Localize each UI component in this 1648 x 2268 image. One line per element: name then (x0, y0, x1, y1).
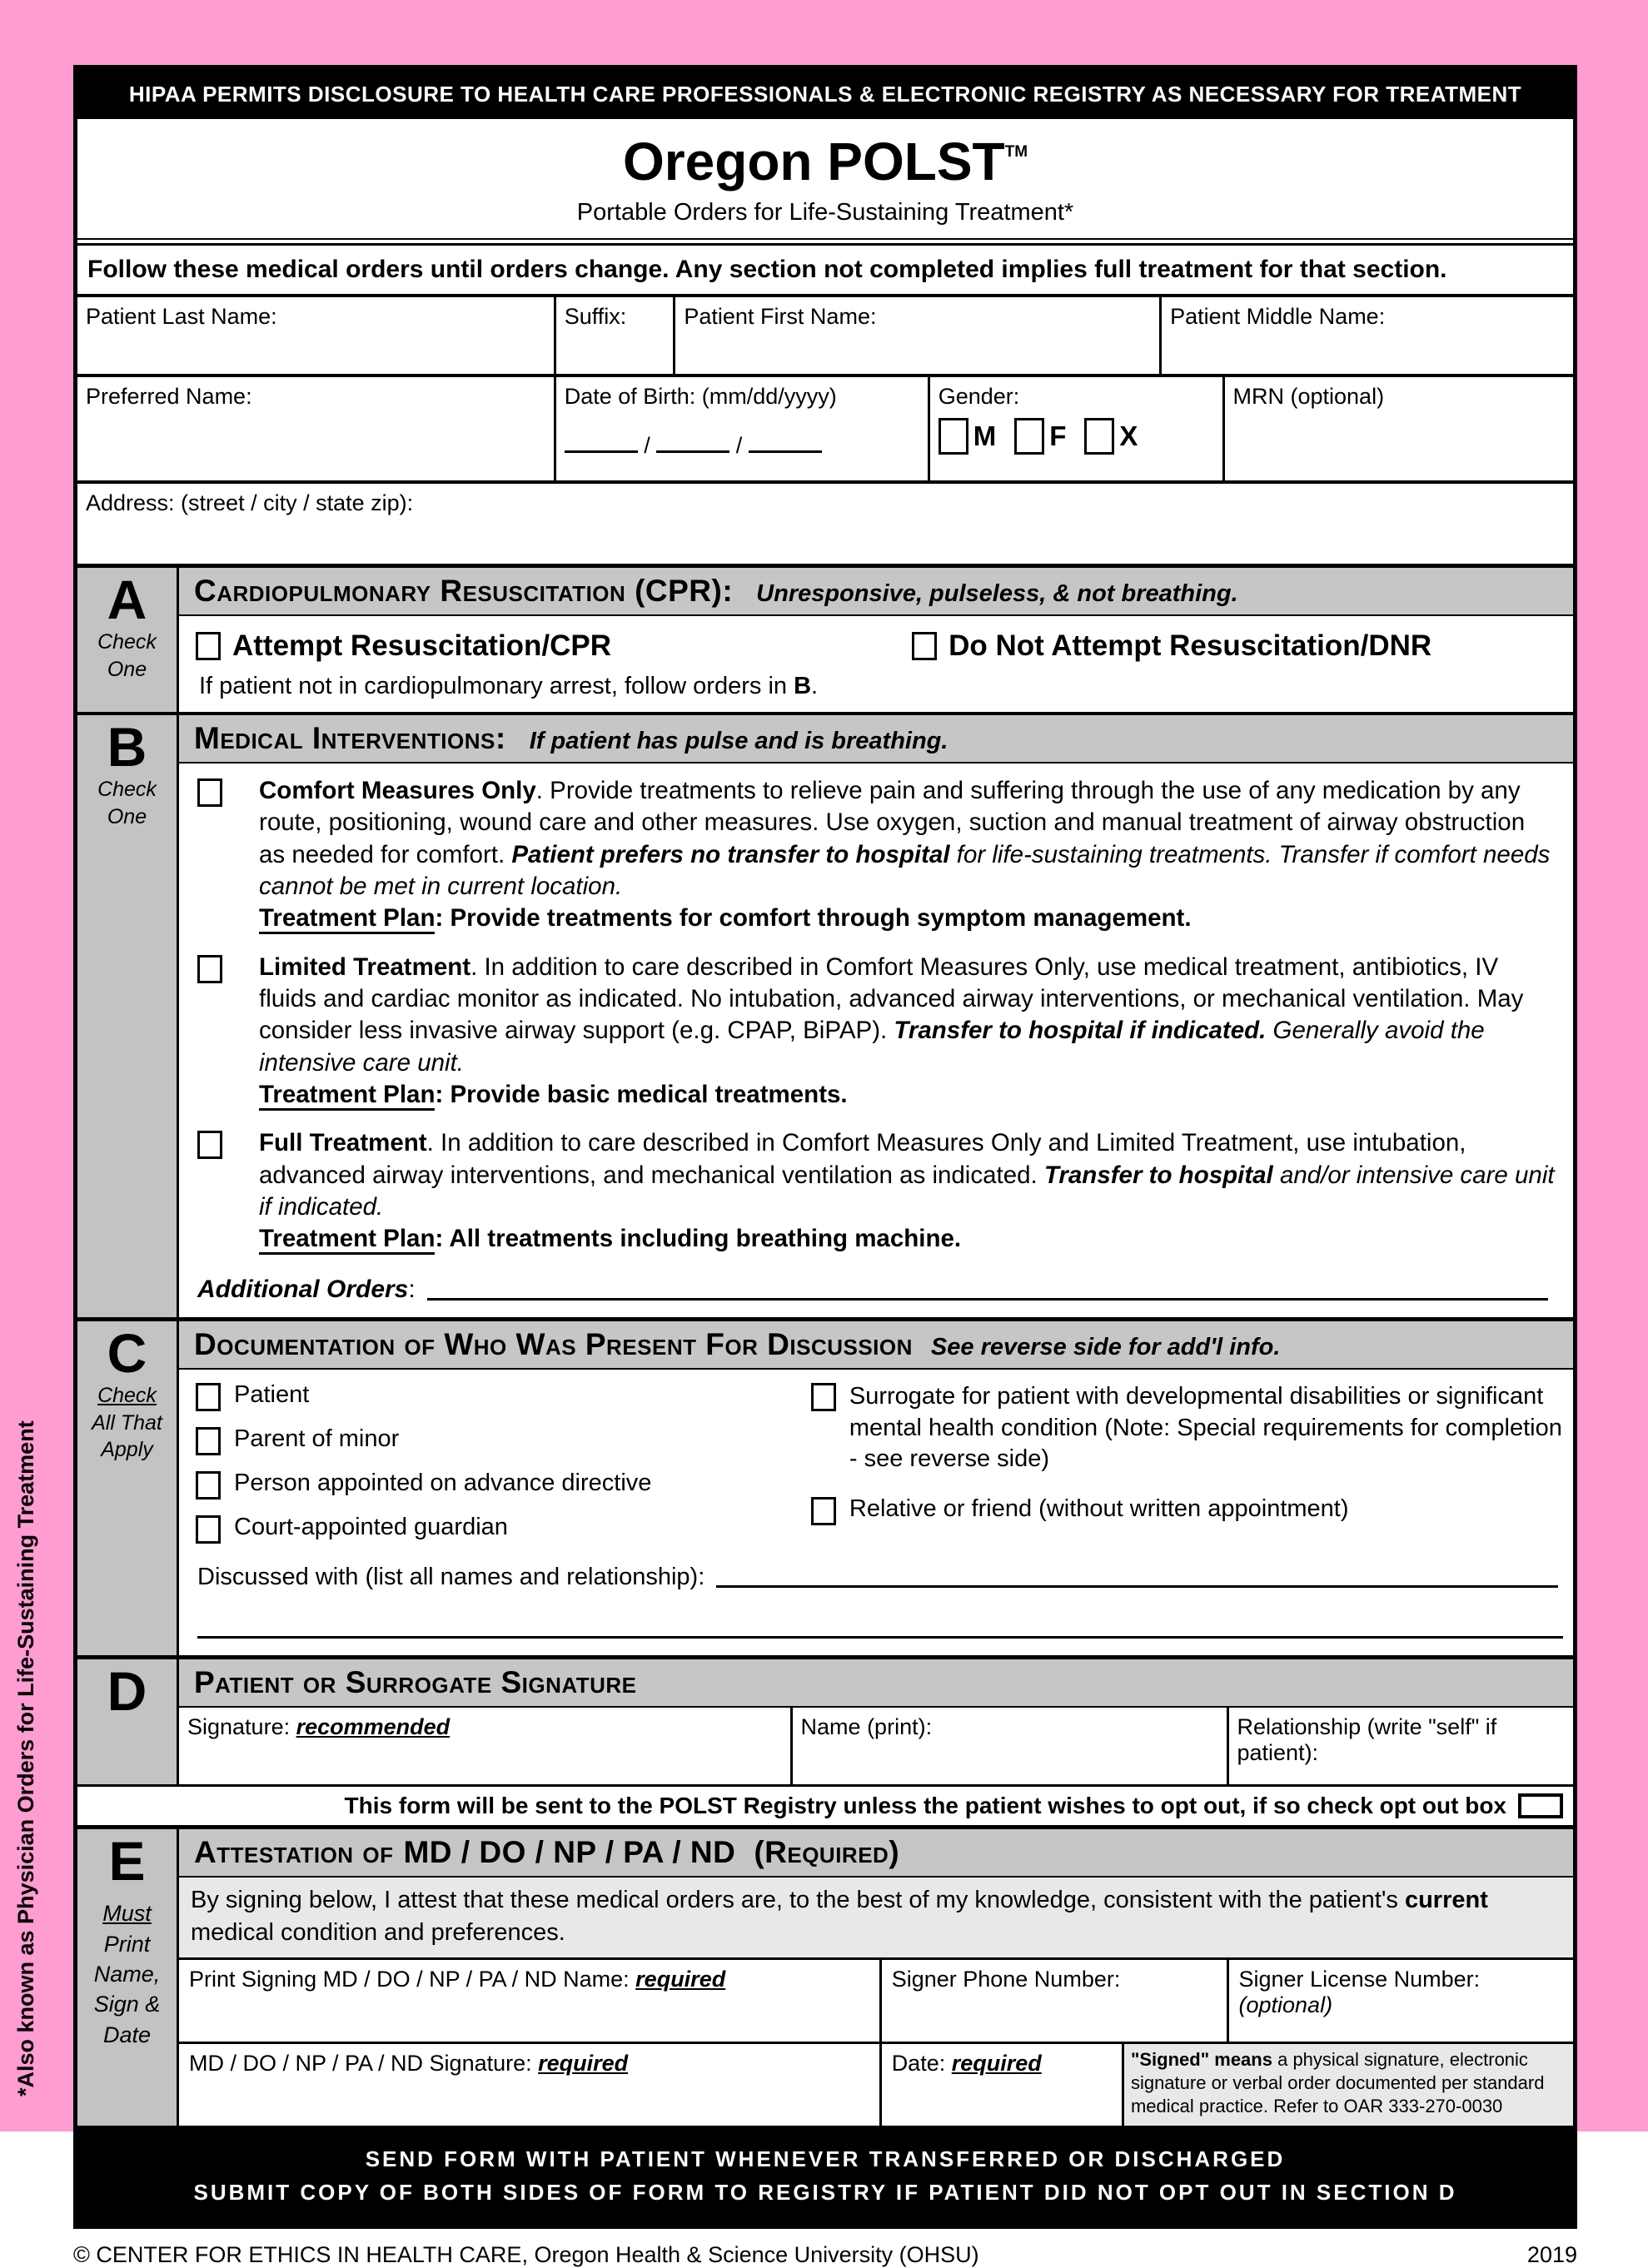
form-title: Oregon POLST (622, 132, 1005, 191)
signature-row (179, 1708, 1573, 1784)
required-flag: required (951, 2051, 1042, 2077)
required-flag: required (635, 1967, 726, 1992)
gender-f-checkbox[interactable] (1014, 418, 1044, 455)
dnr-label: Do Not Attempt Resuscitation/DNR (948, 629, 1432, 662)
treatment-plan-line (259, 1079, 1556, 1111)
section-c-checkboxes (179, 1370, 1573, 1558)
attestation-text: medical condition and preferences. (191, 1918, 565, 1946)
section-a-subtitle: Unresponsive, pulseless, & not breathing. (756, 580, 1238, 607)
patient-row-1 (77, 294, 1573, 374)
section-a-letter: A (107, 569, 147, 630)
must-line: Print (103, 1931, 151, 1957)
registry-optout-checkbox[interactable] (1518, 1793, 1563, 1818)
section-c-subtitle: See reverse side for add'l info. (930, 1333, 1281, 1360)
treatment-plan-label: Treatment Plan (259, 1225, 435, 1255)
section-b-title: Medical Interventions: (194, 721, 506, 755)
additional-orders-row (197, 1272, 1556, 1317)
check-note-line: Check (97, 1384, 157, 1408)
treatment-plan-label: Treatment Plan (259, 904, 435, 934)
section-e-content (179, 1829, 1573, 2126)
address-field[interactable]: Address: (street / city / state zip): (86, 490, 414, 515)
attestation-bold: current (1404, 1886, 1488, 1913)
check-note-line: One (107, 657, 147, 681)
option-title: Full Treatment (259, 1129, 427, 1157)
parent-of-minor-checkbox[interactable] (196, 1427, 221, 1455)
section-b-subtitle: If patient has pulse and is breathing. (529, 728, 948, 754)
option-emphasis: Patient prefers no transfer to hospital (511, 840, 950, 868)
option-label: Patient (234, 1380, 310, 1408)
attestation-text: By signing below, I attest that these medical orders are, to the best of my knowledge, consistent with the patient's (191, 1886, 1405, 1913)
full-treatment-checkbox[interactable] (197, 1131, 222, 1159)
signer-info-row (179, 1960, 1573, 2044)
signed-definition-bold: "Signed" means (1130, 2049, 1272, 2071)
hipaa-banner: HIPAA PERMITS DISCLOSURE TO HEALTH CARE PROFESSIONALS & ELECTRONIC REGISTRY AS NECESSARY FOR TREATMENT (77, 69, 1573, 119)
must-line: Sign & (93, 1992, 161, 2017)
attestation-of-label: Attestation of (194, 1834, 394, 1869)
option-label: Surrogate for patient with developmental disabilities or significant mental health condition (Note: Special requirements for completion - see reverse side) (849, 1382, 1562, 1473)
check-note-line: Check (97, 778, 157, 802)
advance-directive-person-option[interactable] (196, 1470, 811, 1500)
treatment-plan-line (259, 903, 1556, 934)
signer-signature-label: MD / DO / NP / PA / ND Signature: (189, 2051, 539, 2077)
limited-treatment-option (197, 952, 1556, 1112)
follow-orders-note: Follow these medical orders until orders change. Any section not completed implies full treatment for that section. (77, 243, 1573, 294)
option-title: Limited Treatment (259, 952, 471, 981)
comfort-measures-option (197, 775, 1556, 935)
patient-middle-name-field[interactable]: Patient Middle Name: (1170, 304, 1386, 329)
advance-directive-person-checkbox[interactable] (196, 1471, 221, 1500)
section-a-options (179, 616, 1573, 664)
signed-definition-text: a physical signature, electronic signature or verbal order documented per standard medical practice. Refer to OAR 333-270-0030 (1130, 2049, 1545, 2117)
option-italic: and/or intensive care unit if indicated. (259, 1161, 1555, 1221)
form-subtitle: Portable Orders for Life-Sustaining Treatment* (576, 199, 1074, 226)
signer-license-field[interactable] (1229, 1960, 1573, 2042)
section-b (77, 712, 1573, 1317)
option-emphasis: Transfer to hospital if indicated. (894, 1017, 1267, 1045)
signature-label: Signature: (187, 1713, 296, 1739)
section-e-letter: E (108, 1829, 146, 1892)
parent-of-minor-option[interactable] (196, 1425, 811, 1455)
registry-optout-row (77, 1784, 1573, 1825)
section-b-content (179, 715, 1573, 1317)
mrn-field[interactable]: MRN (optional) (1232, 384, 1385, 409)
section-e (77, 1825, 1573, 2126)
discussed-with-extra-line[interactable] (197, 1636, 1563, 1639)
registry-optout-text: This form will be sent to the POLST Registry unless the patient wishes to opt out, if so check opt out box (344, 1792, 1506, 1818)
comfort-measures-checkbox[interactable] (197, 778, 222, 807)
check-note-line: Apply (101, 1438, 153, 1462)
full-treatment-option (197, 1127, 1556, 1255)
treatment-plan-label: Treatment Plan (259, 1081, 435, 1111)
license-optional-flag: (optional) (1238, 1992, 1333, 2018)
signer-phone-field[interactable]: Signer Phone Number: (882, 1960, 1229, 2042)
section-d-top (77, 1659, 1573, 1784)
dob-separator-2: / (735, 433, 743, 458)
required-label: (Required) (754, 1834, 900, 1869)
section-c-check-note (77, 1382, 177, 1464)
must-line: Date (102, 2022, 152, 2047)
signer-signature-field[interactable] (179, 2044, 882, 2126)
signer-license-label: Signer License Number: (1238, 1967, 1481, 1992)
note-text: If patient not in cardiopulmonary arrest, follow orders in (199, 673, 794, 699)
option-body: . Provide treatments to relieve pain and suffering through the use of any medication by any route, positioning, wound care and other measures. Use oxygen, suction and manual treatment of airway obstruction as needed for comfort. (259, 777, 1526, 868)
dob-blanks[interactable] (565, 428, 919, 459)
option-label: Person appointed on advance directive (234, 1469, 652, 1496)
signature-recommended-flag: recommended (296, 1713, 451, 1739)
trademark-mark: TM (1004, 143, 1028, 161)
treatment-plan-text: : Provide basic medical treatments. (435, 1081, 848, 1109)
relative-friend-checkbox[interactable] (811, 1497, 836, 1525)
additional-orders-line[interactable] (427, 1272, 1548, 1301)
discussed-with-line[interactable] (716, 1559, 1558, 1588)
signer-print-name-field[interactable] (179, 1960, 882, 2042)
patient-row-2 (77, 374, 1573, 480)
option-label: Relative or friend (without written appointment) (849, 1495, 1349, 1522)
section-d-letter-col (77, 1659, 179, 1784)
section-a-header (179, 568, 1573, 616)
note-bold: B (794, 673, 812, 699)
section-e-must-note (77, 1898, 177, 2050)
signer-print-name-label: Print Signing MD / DO / NP / PA / ND Name: (189, 1967, 636, 1992)
gender-field (930, 377, 1225, 480)
discussed-with-row (179, 1558, 1573, 1591)
gender-x-label: X (1119, 420, 1138, 451)
form-title-row (77, 131, 1573, 192)
surrogate-checkbox[interactable] (811, 1383, 836, 1411)
dob-year-line[interactable] (749, 428, 822, 453)
section-c-title: Documentation of Who Was Present For Discussion (194, 1326, 913, 1361)
gender-x-checkbox[interactable] (1084, 418, 1114, 455)
check-note-line: Check (97, 630, 157, 654)
title-block (77, 119, 1573, 238)
option-emphasis: Transfer to hospital (1043, 1161, 1273, 1189)
dob-day-line[interactable] (656, 428, 729, 453)
gender-m-checkbox[interactable] (939, 418, 968, 455)
patient-last-name-field[interactable]: Patient Last Name: (77, 297, 556, 374)
section-b-letter-col (77, 715, 179, 1317)
preferred-name-field[interactable]: Preferred Name: (77, 377, 556, 480)
section-d-title: Patient or Surrogate Signature (194, 1664, 637, 1699)
sign-date-label: Date: (891, 2051, 952, 2077)
attempt-cpr-label: Attempt Resuscitation/CPR (232, 629, 612, 662)
court-guardian-option[interactable] (196, 1514, 811, 1544)
section-a-check-note (77, 629, 177, 683)
polst-form (73, 65, 1577, 2229)
clinician-types-label: MD / DO / NP / PA / ND (403, 1834, 736, 1869)
dob-month-line[interactable] (565, 428, 638, 453)
gender-label: Gender: (938, 384, 1020, 409)
gender-options (939, 418, 1214, 455)
footer-line-2: SUBMIT COPY OF BOTH SIDES OF FORM TO REGISTRY IF PATIENT DID NOT OPT OUT IN SECTION D (193, 2180, 1457, 2206)
treatment-plan-text: : All treatments including breathing machine. (435, 1225, 962, 1253)
section-d-content (179, 1659, 1573, 1784)
signer-signature-row (179, 2044, 1573, 2126)
patient-present-checkbox[interactable] (196, 1383, 221, 1411)
section-a-note (179, 664, 1573, 712)
additional-orders-label: Additional Orders (197, 1275, 409, 1303)
option-italic: for life-sustaining treatments. Transfer if comfort needs cannot be met in current location. (259, 840, 1551, 901)
section-b-letter: B (107, 716, 147, 778)
section-c-left-column (196, 1381, 811, 1558)
section-a-title: Cardiopulmonary Resuscitation (CPR): (194, 574, 734, 608)
section-b-body (179, 763, 1573, 1317)
section-b-check-note (77, 776, 177, 830)
section-a-letter-col (77, 568, 179, 712)
gender-m-label: M (973, 420, 997, 451)
side-vertical-note: *Also known as Physician Orders for Life-Sustaining Treatment (13, 1420, 38, 2096)
section-a-content (179, 568, 1573, 712)
option-label: Court-appointed guardian (234, 1513, 508, 1540)
additional-orders-colon: : (408, 1275, 416, 1303)
section-c (77, 1317, 1573, 1655)
check-note-line: All That (92, 1410, 162, 1435)
print-name-field[interactable]: Name (print): (793, 1708, 1229, 1784)
section-c-content (179, 1321, 1573, 1655)
section-c-right-column (811, 1381, 1563, 1558)
section-a (77, 564, 1573, 712)
section-d-letter: D (107, 1659, 147, 1722)
section-d (77, 1655, 1573, 1825)
gender-f-label: F (1049, 420, 1067, 451)
suffix-field[interactable]: Suffix: (556, 297, 676, 374)
option-label: Parent of minor (234, 1425, 400, 1452)
form-year: 2019 (1526, 2241, 1577, 2267)
limited-treatment-checkbox[interactable] (197, 955, 222, 983)
dnr-option[interactable] (912, 629, 1431, 663)
patient-present-option[interactable] (196, 1381, 811, 1411)
attempt-cpr-checkbox[interactable] (196, 632, 221, 660)
section-e-header (179, 1829, 1573, 1878)
section-b-header (179, 715, 1573, 763)
surrogate-option[interactable] (811, 1381, 1563, 1475)
discussed-with-label: Discussed with (list all names and relationship): (197, 1563, 705, 1590)
dob-label: Date of Birth: (mm/dd/yyyy) (564, 384, 837, 409)
option-title: Comfort Measures Only (259, 777, 536, 804)
patient-first-name-field[interactable]: Patient First Name: (675, 297, 1162, 374)
dob-separator-1: / (644, 433, 650, 458)
section-d-header (179, 1659, 1573, 1708)
copyright-text: © CENTER FOR ETHICS IN HEALTH CARE, Oregon Health & Science University (OHSU) (73, 2241, 979, 2267)
copyright-row (73, 2242, 1577, 2268)
court-guardian-checkbox[interactable] (196, 1515, 221, 1544)
attempt-cpr-option[interactable] (196, 629, 912, 663)
relationship-field[interactable]: Relationship (write "self" if patient): (1237, 1713, 1497, 1765)
section-c-header (179, 1321, 1573, 1370)
patient-row-3 (77, 480, 1573, 564)
attestation-statement (179, 1878, 1573, 1960)
patient-signature-field[interactable] (179, 1708, 793, 1784)
section-e-letter-col (77, 1829, 179, 2126)
section-c-letter-col (77, 1321, 179, 1655)
dnr-checkbox[interactable] (912, 632, 937, 660)
required-flag: required (538, 2051, 629, 2077)
date-of-birth-field[interactable] (556, 377, 930, 480)
treatment-plan-text: : Provide treatments for comfort through symptom management. (435, 904, 1192, 933)
footer-instruction-bar (77, 2126, 1573, 2225)
must-line: Name, (93, 1961, 161, 1987)
signed-definition-note (1124, 2044, 1573, 2126)
relative-friend-option[interactable] (811, 1495, 1563, 1525)
option-italic: Generally avoid the intensive care unit. (259, 1017, 1485, 1077)
footer-line-1: SEND FORM WITH PATIENT WHENEVER TRANSFERRED OR DISCHARGED (365, 2146, 1286, 2172)
option-body: . In addition to care described in Comfort Measures Only and Limited Treatment, use intubation, advanced airway interventions, and mechanical ventilation as indicated. (259, 1129, 1466, 1189)
must-line: Must (102, 1901, 152, 1927)
section-c-letter: C (107, 1321, 147, 1384)
note-period: . (811, 673, 819, 699)
option-body: . In addition to care described in Comfort Measures Only, use medical treatment, antibiotics, IV fluids and cardiac monitor as indicated. No intubation, advanced airway interventions, or mechanical ventilation. May consider less invasive airway support (e.g. CPAP, BiPAP). (259, 952, 1524, 1045)
sign-date-field[interactable] (882, 2044, 1124, 2126)
check-note-line: One (107, 804, 147, 828)
treatment-plan-line (259, 1223, 1556, 1255)
